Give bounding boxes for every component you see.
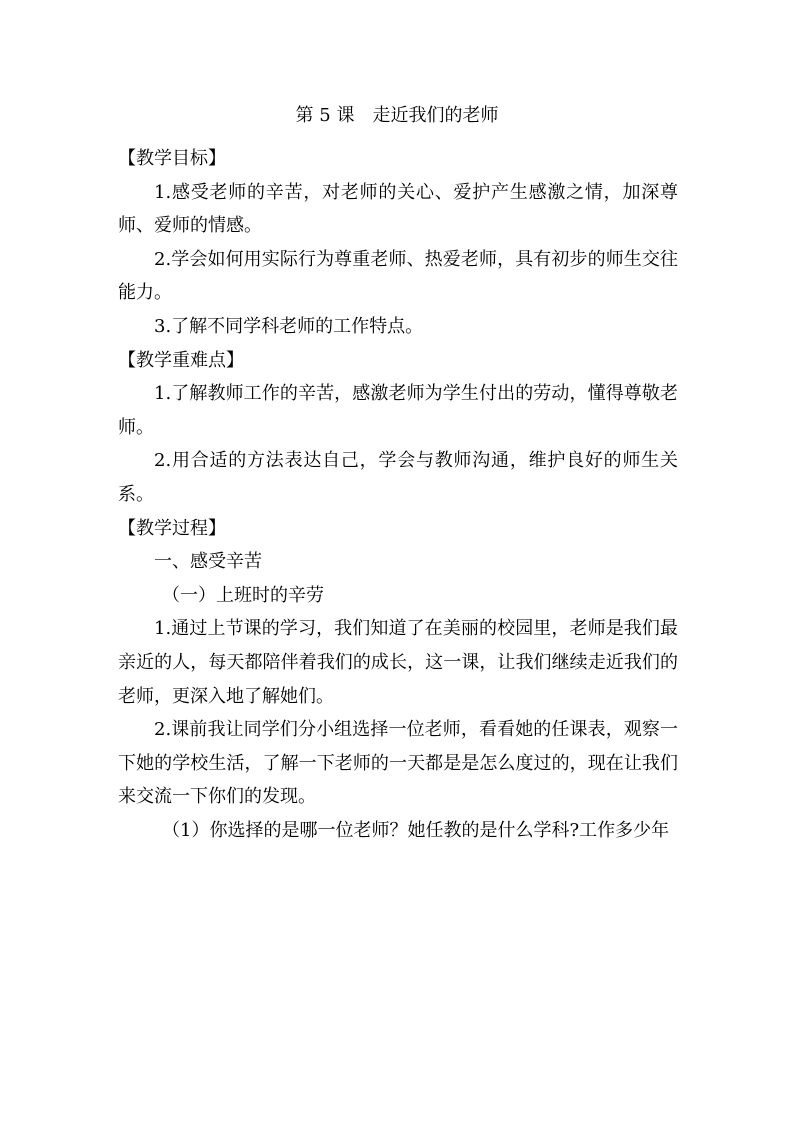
objective-item-3: 3.了解不同学科老师的工作特点。 — [154, 315, 424, 337]
objective-item-1: 1.感受老师的辛苦，对老师的关心、爱护产生感激之情，加深尊师、爱师的情感。 — [118, 181, 678, 237]
document-body — [118, 142, 678, 847]
process-sub-title: （一）上班时的辛劳 — [162, 584, 324, 606]
process-part-title: 一、感受辛苦 — [154, 551, 262, 573]
key-point-item-2: 2.用合适的方法表达自己，学会与教师沟通，维护良好的师生关系。 — [118, 450, 678, 505]
process-item-1: 1.通过上节课的学习，我们知道了在美丽的校园里，老师是我们最亲近的人，每天都陪伴着我们的成长，这一课，让我们继续走近我们的老师，更深入地了解她们。 — [118, 618, 678, 707]
lesson-title: 第 5 课 走近我们的老师 — [295, 105, 499, 126]
key-point-item-1: 1.了解教师工作的辛苦，感激老师为学生付出的劳动，懂得尊敬老师。 — [118, 383, 678, 438]
process-item-2: 2.课前我让同学们分小组选择一位老师，看看她的任课表，观察一下她的学校生活，了解一下老师的一天都是是怎么度过的，现在让我们来交流一下你们的发现。 — [118, 719, 678, 808]
section-heading-process: 【教学过程】 — [118, 517, 226, 539]
section-heading-objectives: 【教学目标】 — [118, 148, 226, 169]
process-question-1: （1）你选择的是哪一位老师？她任教的是什么学科?工作多少年 — [162, 819, 670, 841]
section-heading-key-points: 【教学重难点】 — [118, 349, 244, 371]
objective-item-2: 2.学会如何用实际行为尊重老师、热爱老师，具有初步的师生交往能力。 — [118, 248, 678, 304]
